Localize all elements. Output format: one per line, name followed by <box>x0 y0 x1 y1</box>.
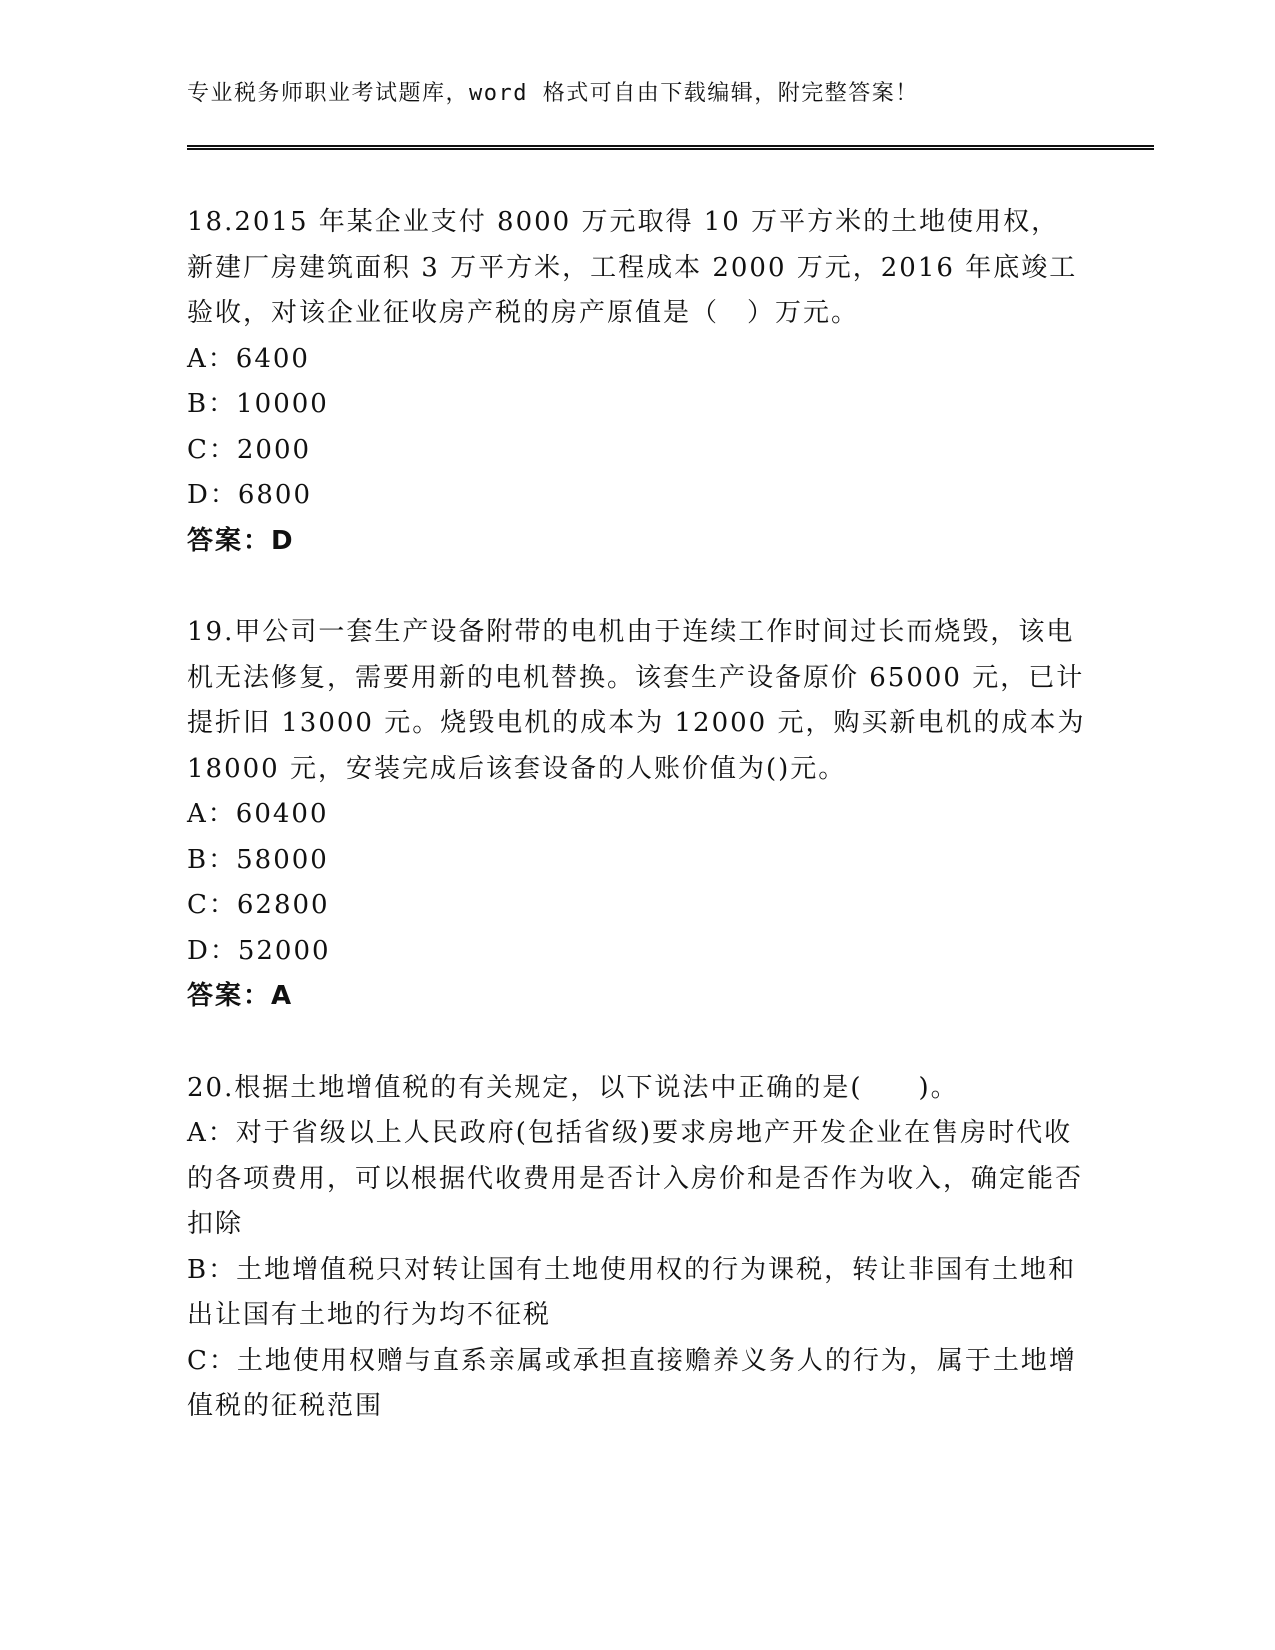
option-a: A：60400 <box>187 799 329 829</box>
option-d: D：6800 <box>187 480 313 510</box>
option-c: C：2000 <box>187 434 312 465</box>
option-a: A：对于省级以上人民政府(包括省级)要求房地产开发企业在售房时代收的各项费用，可以根据代收费用是否计入房价和是否作为收入，确定能否扣除 <box>187 1118 1084 1239</box>
option-c: C：62800 <box>187 890 330 920</box>
header-divider <box>187 145 1154 150</box>
question-list <box>187 200 1087 1476</box>
option-b: B：58000 <box>187 844 329 875</box>
option-b: B：土地增值税只对转让国有土地使用权的行为课税，转让非国有土地和出让国有土地的行为均不征税 <box>187 1254 1077 1330</box>
question-text: 18.2015 年某企业支付 8000 万元取得 10 万平方米的土地使用权，新建厂房建筑面积 3 万平方米，工程成本 2000 万元，2016 年底竣工验收，对该企业征收房产税的房产原值是（ ）万元。 <box>187 207 1078 328</box>
page-header: 专业税务师职业考试题库，word 格式可自由下载编辑，附完整答案！ <box>187 81 919 106</box>
answer: 答案：A <box>187 981 294 1011</box>
question-19 <box>187 610 1087 1020</box>
question-text: 20.根据土地增值税的有关规定，以下说法中正确的是( )。 <box>187 1072 959 1103</box>
option-b: B：10000 <box>187 389 329 419</box>
option-c: C：土地使用权赠与直系亲属或承担直接赡养义务人的行为，属于土地增值税的征税范围 <box>187 1345 1077 1421</box>
question-18 <box>187 200 1087 564</box>
answer: 答案：D <box>187 525 295 556</box>
question-text: 19.甲公司一套生产设备附带的电机由于连续工作时间过长而烧毁，该电机无法修复，需要用新的电机替换。该套生产设备原价 65000 元，已计提折旧 13000 元。烧毁电机的成本为 12000 元，购买新电机的成本为 18000 元，安装完成后该套设备的人账价值为()元。 <box>187 617 1086 784</box>
option-a: A：6400 <box>187 343 310 374</box>
question-20 <box>187 1066 1087 1430</box>
option-d: D：52000 <box>187 935 331 966</box>
